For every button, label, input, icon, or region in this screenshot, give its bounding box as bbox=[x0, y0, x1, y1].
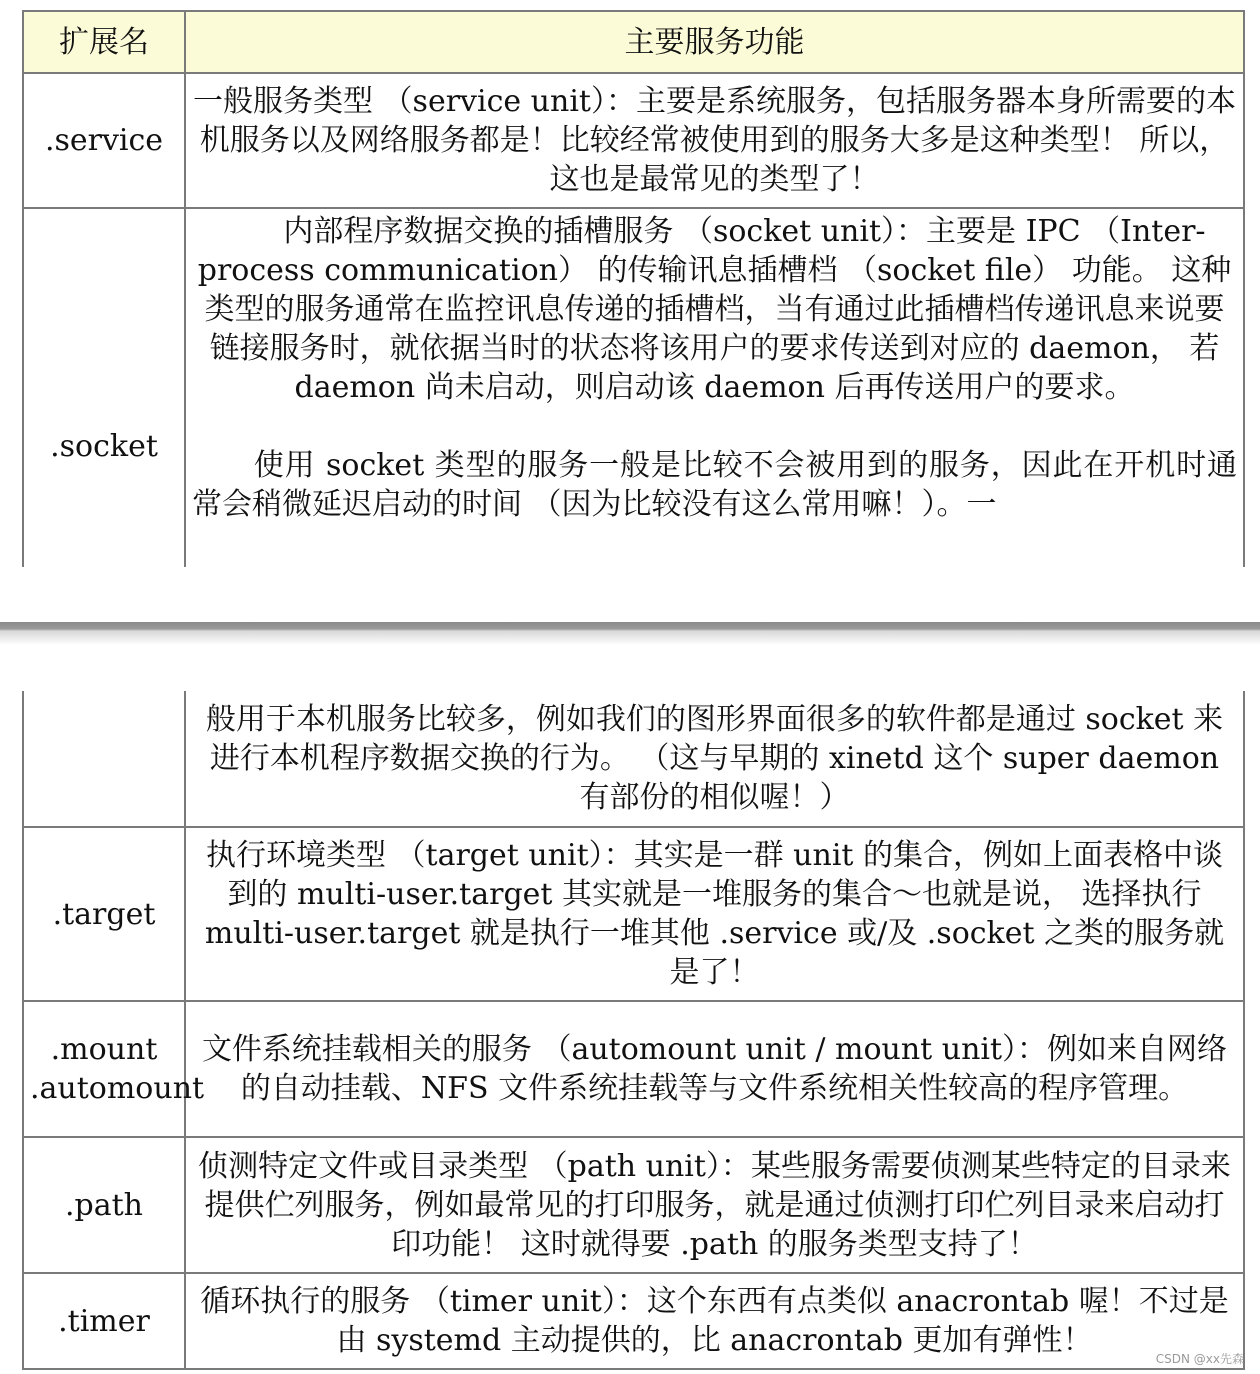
desc-cell: 循环执行的服务 （timer unit）：这个东西有点类似 anacrontab 喔！不过是由 systemd 主动提供的，比 anacrontab 更加有弹性！ bbox=[185, 1273, 1244, 1369]
header-ext: 扩展名 bbox=[23, 11, 185, 73]
table-row-socket-continued bbox=[23, 691, 1244, 827]
ext-cell: .service bbox=[23, 73, 185, 208]
table-row-target bbox=[23, 827, 1244, 1001]
watermark-text: CSDN @xx先森 bbox=[1155, 1352, 1244, 1366]
ext-mount: .mount bbox=[50, 1032, 158, 1067]
socket-desc-paragraph-2: 使用 socket 类型的服务一般是比较不会被用到的服务，因此在开机时通常会稍微延迟启动的时间 （因为比较没有这么常用嘛！）。一 bbox=[192, 448, 1237, 522]
ext-cell: .path bbox=[23, 1137, 185, 1273]
page-bottom bbox=[0, 645, 1260, 1374]
table-row-socket bbox=[23, 208, 1244, 567]
header-function: 主要服务功能 bbox=[185, 11, 1244, 73]
page-break-separator bbox=[0, 567, 1260, 645]
desc-cell: 文件系统挂载相关的服务 （automount unit / mount unit）：例如来自网络的自动挂载、NFS 文件系统挂载等与文件系统相关性较高的程序管理。 bbox=[185, 1001, 1244, 1137]
desc-cell bbox=[185, 208, 1244, 567]
unit-type-table-top bbox=[22, 10, 1245, 567]
ext-automount: .automount bbox=[30, 1071, 205, 1106]
ext-cell: .socket bbox=[23, 208, 185, 567]
table-row-mount bbox=[23, 1001, 1244, 1137]
table-header-row bbox=[23, 11, 1244, 73]
table-row-service bbox=[23, 73, 1244, 208]
desc-cell: 侦测特定文件或目录类型 （path unit）：某些服务需要侦测某些特定的目录来提供伫列服务，例如最常见的打印服务，就是通过侦测打印伫列目录来启动打印功能！ 这时就得要 .path 的服务类型支持了！ bbox=[185, 1137, 1244, 1273]
table-row-timer bbox=[23, 1273, 1244, 1369]
unit-type-table-bottom bbox=[22, 691, 1245, 1370]
ext-cell: .timer bbox=[23, 1273, 185, 1369]
ext-cell: .target bbox=[23, 827, 185, 1001]
desc-cell: 般用于本机服务比较多，例如我们的图形界面很多的软件都是通过 socket 来进行本机程序数据交换的行为。 （这与早期的 xinetd 这个 super daemon 有部份的相似喔！） bbox=[185, 691, 1244, 827]
table-row-path bbox=[23, 1137, 1244, 1273]
page-top bbox=[0, 0, 1260, 567]
socket-desc-paragraph-1: 内部程序数据交换的插槽服务 （socket unit）：主要是 IPC （Inter-process communication） 的传输讯息插槽档 （socket file） 功能。 这种类型的服务通常在监控讯息传递的插槽档，当有通过此插槽档传递讯息来说要链接服务时，就依据当时的状态将该用户的要求传送到对应的 daemon， 若 daemon 尚未启动，则启动该 daemon 后再传送用户的要求。 bbox=[197, 214, 1232, 405]
desc-cell: 执行环境类型 （target unit）：其实是一群 unit 的集合，例如上面表格中谈到的 multi-user.target 其实就是一堆服务的集合～也就是说， 选择执行 multi-user.target 就是执行一堆其他 .service 或/及 .socket 之类的服务就是了！ bbox=[185, 827, 1244, 1001]
ext-cell-empty bbox=[23, 691, 185, 827]
desc-cell: 一般服务类型 （service unit）：主要是系统服务，包括服务器本身所需要的本机服务以及网络服务都是！比较经常被使用到的服务大多是这种类型！ 所以，这也是最常见的类型了！ bbox=[185, 73, 1244, 208]
ext-cell bbox=[23, 1001, 205, 1137]
